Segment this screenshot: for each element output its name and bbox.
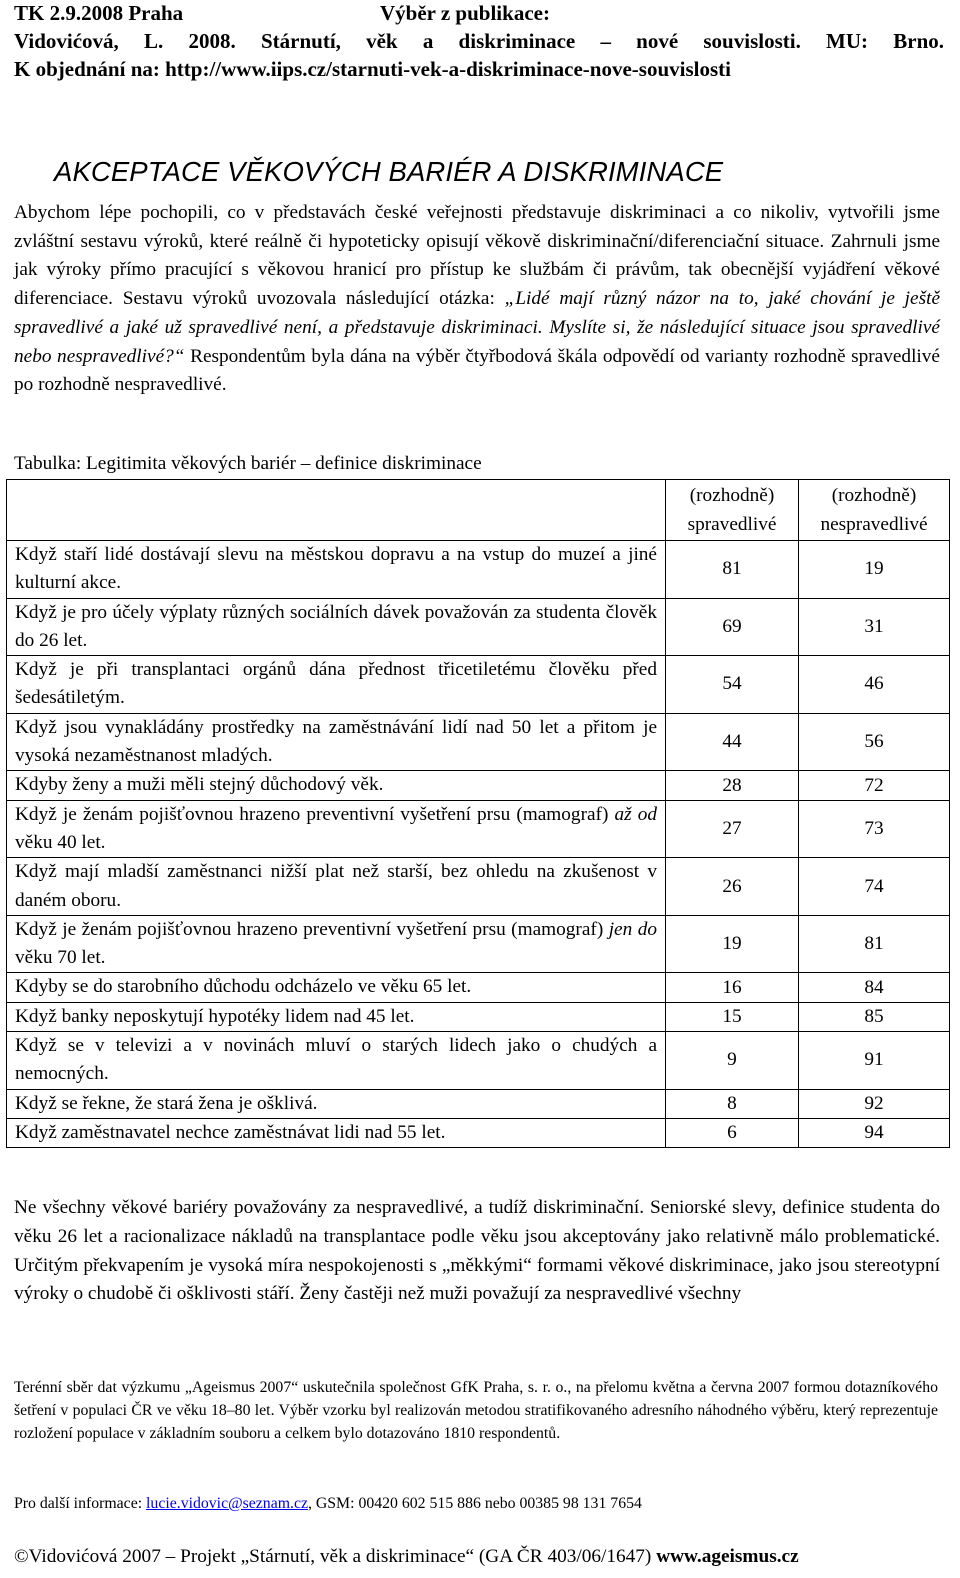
table-row <box>7 858 950 916</box>
fair-value: 8 <box>666 1089 799 1118</box>
statement-cell: Když je při transplantaci orgánů dána přednost třicetiletému člověku před šedesátiletým. <box>7 656 666 714</box>
survey-question: „Lidé mají různý názor na to, jaké chování je ještě spravedlivé a jaké už spravedlivé není, a představuje diskriminaci. Myslíte si, že následující situace jsou spravedlivé nebo nespravedlivé?“ <box>14 288 941 367</box>
header-fair <box>666 480 799 541</box>
table-row <box>7 1118 950 1147</box>
table-row <box>7 541 950 599</box>
statement-text: věku 40 let. <box>15 831 106 853</box>
fair-value: 9 <box>666 1032 799 1090</box>
publication-label: Výběr z publikace: <box>380 1 550 25</box>
unfair-value: 56 <box>799 713 950 771</box>
statement-cell: Když se řekne, že stará žena je ošklivá. <box>7 1089 666 1118</box>
statement-cell: Když banky neposkytují hypotéky lidem nad 45 let. <box>7 1002 666 1031</box>
unfair-value: 19 <box>799 541 950 599</box>
table-caption: Tabulka: Legitimita věkových bariér – definice diskriminace <box>14 453 482 474</box>
fair-value: 26 <box>666 858 799 916</box>
table-row <box>7 598 950 656</box>
fair-value: 27 <box>666 800 799 858</box>
section-title: AKCEPTACE VĚKOVÝCH BARIÉR A DISKRIMINACE <box>54 156 724 187</box>
table-row <box>7 915 950 973</box>
methodology-note: Terénní sběr dat výzkumu „Ageismus 2007“ uskutečnila společnost GfK Praha, s. r. o., na přelomu května a června 2007 formou dotazníkového šetření v populaci ČR ve věku 18–80 let. Výběr vzorku byl realizován metodou stratifikovaného adresního náhodného výběru, který reprezentuje rozložení populace v základním souboru a celkem bylo dotazováno 1810 respondentů. <box>14 1379 938 1442</box>
legitimacy-table <box>6 479 950 1148</box>
unfair-value: 81 <box>799 915 950 973</box>
statement-cell: Kdyby ženy a muži měli stejný důchodový věk. <box>7 771 666 800</box>
date-place: TK 2.9.2008 Praha <box>14 1 184 25</box>
statement-emphasis: až od <box>614 803 657 825</box>
table-row <box>7 1089 950 1118</box>
unfair-value: 91 <box>799 1032 950 1090</box>
fair-value: 54 <box>666 656 799 714</box>
statement-cell: Když je pro účely výplaty různých sociálních dávek považován za studenta člověk do 26 let. <box>7 598 666 656</box>
table-row <box>7 1002 950 1031</box>
statement-text: věku 70 let. <box>15 947 106 969</box>
unfair-value: 73 <box>799 800 950 858</box>
unfair-value: 94 <box>799 1118 950 1147</box>
fair-value: 19 <box>666 915 799 973</box>
statement-cell: Kdyby se do starobního důchodu odcházelo ve věku 65 let. <box>7 973 666 1002</box>
contact-suffix: , GSM: 00420 602 515 886 nebo 00385 98 131 7654 <box>307 1495 642 1512</box>
header-fair-line1: (rozhodně) <box>689 485 775 506</box>
footer-url: www.ageismus.cz <box>656 1546 799 1567</box>
header-fair-line2: spravedlivé <box>687 514 777 535</box>
fair-value: 16 <box>666 973 799 1002</box>
conclusion-paragraph: Ne všechny věkové bariéry považovány za nespravedlivé, a tudíž diskriminační. Seniorské slevy, definice studenta do věku 26 let a racionalizace nákladů na transplantace podle věku jsou akceptovány jako relativně málo problematické. Určitým překvapením je vysoká míra nespokojenosti s „měkkými“ formami věkové diskriminace, jako jsou stereotypní výroky o chudobě či ošklivosti stáří. Ženy častěji než muži považují za nespravedlivé všechny <box>14 1197 940 1305</box>
order-line: K objednání na: http://www.iips.cz/starnuti-vek-a-diskriminace-nove-souvislosti <box>14 57 731 81</box>
footer <box>14 1543 932 1571</box>
intro-text-1: Abychom lépe pochopili, co v představách české veřejnosti představuje diskriminaci a co nikoliv, vytvořili jsme zvláštní sestavu výroků, které reálně či hypoteticky opisují věkově diskriminační/diferenciační situace. Zahrnuli jsme jak výroky přímo pracující s věkovou hranicí pro přístup ke službám či právům, tak obecnější vyjádření věkové diferenciace. Sestavu výroků uvozovala následující otázka: <box>14 202 940 310</box>
table-row <box>7 973 950 1002</box>
statement-cell: Když jsou vynakládány prostředky na zaměstnávání lidí nad 50 let a přitom je vysoká nezaměstnanost mladých. <box>7 713 666 771</box>
unfair-value: 84 <box>799 973 950 1002</box>
header-unfair-line2: nespravedlivé <box>820 514 928 535</box>
intro-text-2: Respondentům byla dána na výběr čtyřbodová škála odpovědí od varianty rozhodně spravedlivé po rozhodně nespravedlivé. <box>14 345 940 396</box>
statement-cell: Když zaměstnavatel nechce zaměstnávat lidi nad 55 let. <box>7 1118 666 1147</box>
unfair-value: 31 <box>799 598 950 656</box>
fair-value: 15 <box>666 1002 799 1031</box>
header-unfair-line1: (rozhodně) <box>831 485 917 506</box>
statement-emphasis: jen do <box>608 918 657 940</box>
statement-text: Když je ženám pojišťovnou hrazeno preventivní vyšetření prsu (mamograf) <box>15 918 609 940</box>
fair-value: 28 <box>666 771 799 800</box>
unfair-value: 72 <box>799 771 950 800</box>
fair-value: 69 <box>666 598 799 656</box>
statement-cell <box>7 915 666 973</box>
statement-text: Když je ženám pojišťovnou hrazeno preventivní vyšetření prsu (mamograf) <box>15 803 615 825</box>
header-unfair <box>799 480 950 541</box>
table-header-row <box>7 480 950 541</box>
citation: Vidovićová, L. 2008. Stárnutí, věk a diskriminace – nové souvislosti. MU: Brno. <box>14 29 944 53</box>
contact-prefix: Pro další informace: <box>14 1495 147 1512</box>
header-line-1 <box>14 0 550 26</box>
table-row <box>7 800 950 858</box>
table-row <box>7 656 950 714</box>
table-row <box>7 771 950 800</box>
statement-cell: Když mají mladší zaměstnanci nižší plat než starší, bez ohledu na zkušenost v daném oboru. <box>7 858 666 916</box>
header-empty-cell <box>7 480 666 541</box>
statement-cell: Když staří lidé dostávají slevu na městskou dopravu a na vstup do muzeí a jiné kulturní akce. <box>7 541 666 599</box>
unfair-value: 46 <box>799 656 950 714</box>
intro-paragraph <box>14 199 940 400</box>
unfair-value: 92 <box>799 1089 950 1118</box>
fair-value: 81 <box>666 541 799 599</box>
footer-text: ©Vidovićová 2007 – Projekt „Stárnutí, věk a diskriminace“ (GA ČR 403/06/1647) <box>14 1546 657 1567</box>
contact-line <box>14 1493 642 1515</box>
email-link[interactable]: lucie.vidovic@seznam.cz <box>146 1495 308 1512</box>
unfair-value: 85 <box>799 1002 950 1031</box>
statement-cell: Když se v televizi a v novinách mluví o starých lidech jako o chudých a nemocných. <box>7 1032 666 1090</box>
table-row <box>7 713 950 771</box>
fair-value: 44 <box>666 713 799 771</box>
fair-value: 6 <box>666 1118 799 1147</box>
table-row <box>7 1032 950 1090</box>
unfair-value: 74 <box>799 858 950 916</box>
statement-cell <box>7 800 666 858</box>
